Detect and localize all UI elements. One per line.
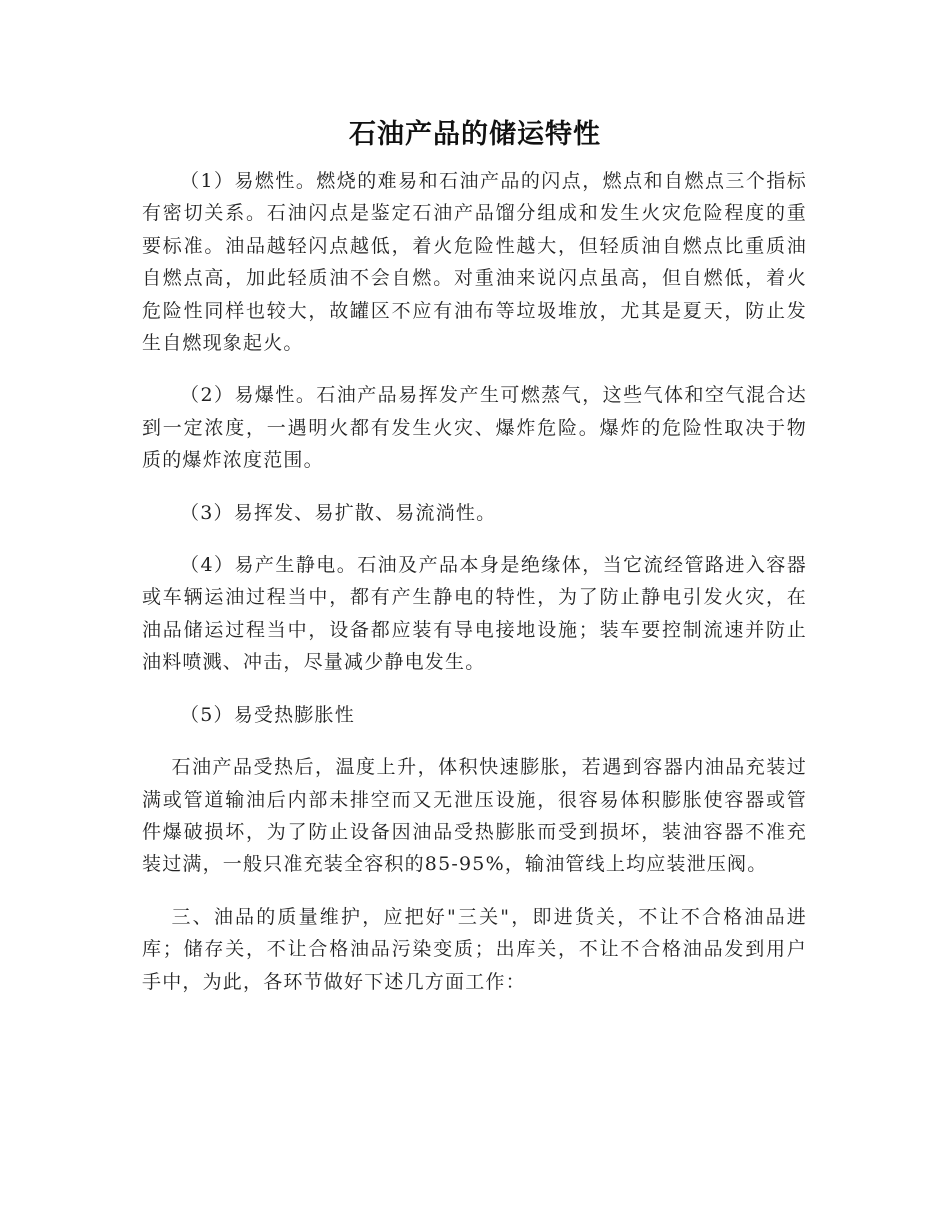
document-body bbox=[142, 165, 807, 1018]
paragraph-thermal-expansion: 石油产品受热后，温度上升，体积快速膨胀，若遇到容器内油品充装过满或管道输油后内部未排空而又无泄压设施，很容易体积膨胀使容器或管件爆破损坏，为了防止设备因油品受热膨胀而受到损坏，装油容器不准充装过满，一般只准充装全容积的85-95%，输油管线上均应装泄压阀。 bbox=[142, 756, 807, 876]
paragraph-flammability: （1）易燃性。燃烧的难易和石油产品的闪点，燃点和自燃点三个指标有密切关系。石油闪点是鉴定石油产品馏分组成和发生火灾危险程度的重要标准。油品越轻闪点越低，着火危险性越大，但轻质油自燃点比重质油自燃点高，加此轻质油不会自燃。对重油来说闪点虽高，但自燃低，着火危险性同样也较大，故罐区不应有油布等垃圾堆放，尤其是夏天，防止发生自燃现象起火。 bbox=[142, 170, 807, 355]
document-title: 石油产品的储运特性 bbox=[349, 119, 601, 150]
paragraph-quality-maintenance: 三、油品的质量维护，应把好"三关"，即进货关，不让不合格油品进库；储存关，不让合格油品污染变质；出库关，不让不合格油品发到用户手中，为此，各环节做好下述几方面工作： bbox=[142, 905, 807, 993]
paragraph-volatility: （3）易挥发、易扩散、易流淌性。 bbox=[180, 501, 497, 524]
paragraph-static-electricity: （4）易产生静电。石油及产品本身是绝缘体，当它流经管路进入容器或车辆运油过程当中，都有产生静电的特性，为了防止静电引发火灾，在油品储运过程当中，设备都应装有导电接地设施；装车要控制流速并防止油料喷溅、冲击，尽量减少静电发生。 bbox=[142, 554, 807, 674]
paragraph-explosiveness: （2）易爆性。石油产品易挥发产生可燃蒸气，这些气体和空气混合达到一定浓度，一遇明火都有发生火灾、爆炸危险。爆炸的危险性取决于物质的爆炸浓度范围。 bbox=[142, 384, 807, 472]
paragraph-thermal-expansion-heading: （5）易受热膨胀性 bbox=[180, 703, 355, 726]
